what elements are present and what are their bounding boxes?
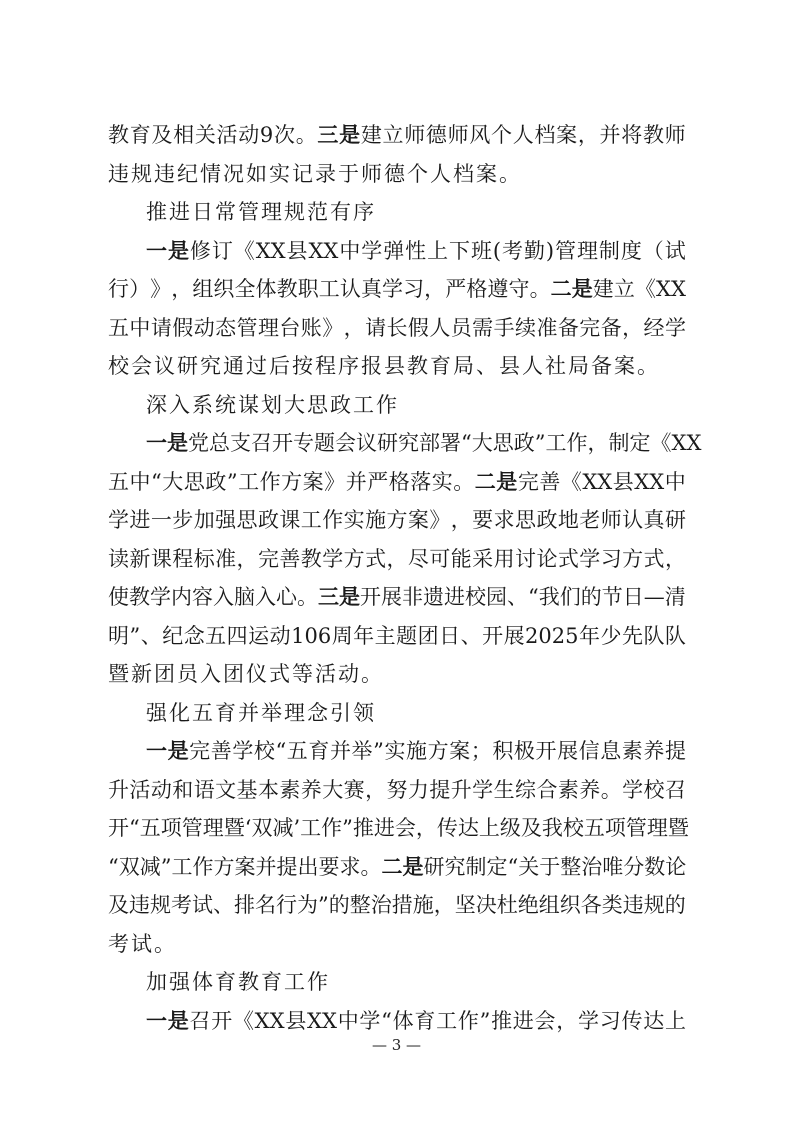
text-line: 教 育 及 相 关 活 动 9 次 。 三 是 建 立 师 德 师 风 个 人 档 案 ， 并 将 教 师 xyxy=(108,122,686,147)
text-line: 行 ） 》 ， 组 织 全 体 教 职 工 认 真 学 习 ， 严 格 遵 守 。 二 是 建 立 《 XX xyxy=(108,276,686,301)
text-line: 一 是 完 善 学 校 “ 五 育 并 举 ” 实 施 方 案 ； 积 极 开 展 信 息 素 养 提 xyxy=(146,738,686,763)
line-text: 暨新团员入团仪式等活动。 xyxy=(108,662,384,686)
text-line: 开 “ 五 项 管 理 暨 ‘ 双 减 ’ 工 作 ” 推 进 会 ， 传 达 上 级 及 我 校 五 项 管 理 暨 xyxy=(108,816,689,840)
text-line: 一 是 修 订 《 XX 县 XX 中 学 弹 性 上 下 班 ( 考 勤 ) 管 理 制 度 （ 试 xyxy=(146,237,686,263)
text-line: 一 是 召 开 《 XX 县 XX 中 学 “ 体 育 工 作 ” 推 进 会 ， 学 习 传 达 上 xyxy=(146,1007,686,1033)
text-line: 学 进 一 步 加 强 思 政 课 工 作 实 施 方 案 》 ， 要 求 思 政 地 老 师 认 真 研 xyxy=(108,508,686,532)
text-line: 读 新 课 程 标 准 ， 完 善 教 学 方 式 ， 尽 可 能 采 用 讨 论 式 学 习 方 式 ， xyxy=(108,546,686,571)
text-line xyxy=(108,925,686,964)
text-line: 五 中 请 假 动 态 管 理 台 账 》 ， 请 长 假 人 员 需 手 续 准 备 完 备 ， 经 学 xyxy=(108,315,686,340)
line-text: 推进日常管理规范有序 xyxy=(146,200,376,224)
section-heading xyxy=(108,386,686,425)
text-line: 使 教 学 内 容 入 脑 入 心 。 三 是 开 展 非 遗 进 校 园 、 “ 我 们 的 节 日 — 清 xyxy=(108,584,686,609)
text-line xyxy=(108,347,686,386)
section-heading xyxy=(108,193,686,232)
line-text: 加强体育教育工作 xyxy=(146,970,330,994)
text-line: 及 违 规 考 试 、 排 名 行 为 ” 的 整 治 措 施 ， 坚 决 杜 绝 组 织 各 类 违 规 的 xyxy=(108,893,686,917)
page-number: — 3 — xyxy=(371,1036,422,1054)
line-text: 强化五育并举理念引领 xyxy=(146,700,376,725)
line-text: 违规违纪情况如实记录于师德个人档案。 xyxy=(108,161,522,186)
text-line: 五 中 “ 大 思 政 ” 工 作 方 案 》 并 严 格 落 实 。 二 是 完 善 《 XX 县 XX 中 xyxy=(108,468,686,494)
line-text: 深入系统谋划大思政工作 xyxy=(146,392,399,417)
line-text: 考试。 xyxy=(108,931,177,956)
text-line: 明 ” 、 纪 念 五 四 运 动 106 周 年 主 题 团 日 、 开 展 2025 年 少 先 队 队 xyxy=(108,623,686,648)
text-line: 升 活 动 和 语 文 基 本 素 养 大 赛 ， 努 力 提 升 学 生 综 合 素 养 。 学 校 召 xyxy=(108,777,686,802)
text-line: “ 双 减 ” 工 作 方 案 并 提 出 要 求 。 二 是 研 究 制 定 “ 关 于 整 治 唯 分 数 论 xyxy=(108,853,687,879)
section-heading xyxy=(108,694,686,733)
text-line: 一 是 党 总 支 召 开 专 题 会 议 研 究 部 署 “ 大 思 政 ” 工 作 ， 制 定 《 XX xyxy=(146,430,702,455)
body-text xyxy=(108,116,702,1040)
text-line xyxy=(108,655,686,694)
line-text: 校会议研究通过后按程序报县教育局、县人社局备案。 xyxy=(108,354,660,378)
section-heading xyxy=(108,963,686,1002)
text-line xyxy=(108,155,686,194)
